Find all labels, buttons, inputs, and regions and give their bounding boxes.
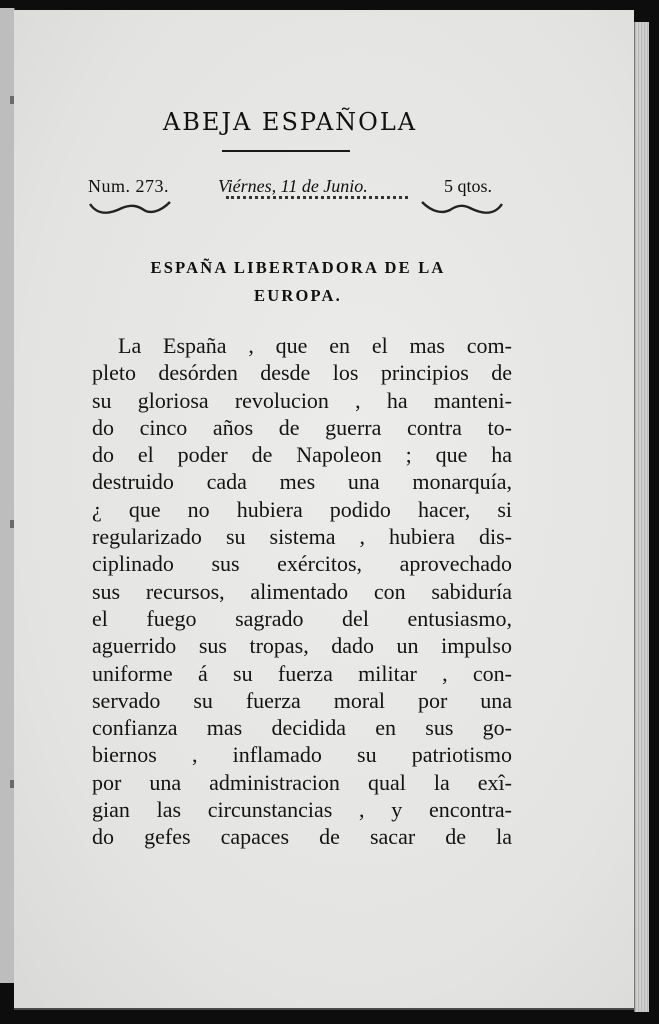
facing-page-edge [0, 8, 15, 983]
body-line: su gloriosa revolucion , ha manteni- [92, 387, 512, 413]
headline-line-1: ESPAÑA LIBERTADORA DE LA [150, 258, 446, 277]
issue-price: 5 qtos. [444, 176, 493, 196]
body-line: do gefes capaces de sacar de la [92, 824, 512, 850]
dotted-ornament [226, 196, 408, 209]
body-line: el fuego sagrado del entusiasmo, [92, 605, 512, 631]
flourish-left-icon [88, 198, 172, 218]
body-line: La España , que en el mas com- [118, 333, 512, 358]
body-line: servado su fuerza moral por una [92, 687, 512, 713]
body-line: sus recursos, alimentado con sabiduría [92, 578, 512, 604]
body-line: ¿ que no hubiera podido hacer, si [92, 496, 512, 522]
page-edge-stack [634, 22, 649, 1012]
body-line: confianza mas decidida en sus go- [92, 715, 512, 741]
body-line: destruido cada mes una monarquía, [92, 469, 512, 495]
body-line: aguerrido sus tropas, dado un impulso [92, 633, 512, 659]
body-line: gian las circunstancias , y encontra- [92, 797, 512, 823]
body-line: regularizado su sistema , hubiera dis- [92, 524, 512, 550]
article-headline [96, 254, 500, 310]
masthead-title: ABEJA ESPAÑOLA [162, 108, 418, 136]
body-line: pleto desórden desde los principios de [92, 360, 512, 386]
article-body [92, 332, 512, 851]
issue-number: Num. 273. [88, 176, 169, 196]
masthead-rule [222, 150, 350, 152]
body-line: por una administracion qual la exî- [92, 769, 512, 795]
body-line: do cinco años de guerra contra to- [92, 414, 512, 440]
flourish-right-icon [420, 198, 504, 218]
body-line: do el poder de Napoleon ; que ha [92, 442, 512, 468]
body-line: uniforme á su fuerza militar , con- [92, 660, 512, 686]
body-line: biernos , inflamado su patriotismo [92, 742, 512, 768]
issue-date: Viérnes, 11 de Junio. [218, 176, 368, 196]
body-line: ciplinado sus exércitos, aprovechado [92, 551, 512, 577]
headline-line-2: EUROPA. [254, 286, 342, 305]
issue-line [88, 176, 508, 198]
